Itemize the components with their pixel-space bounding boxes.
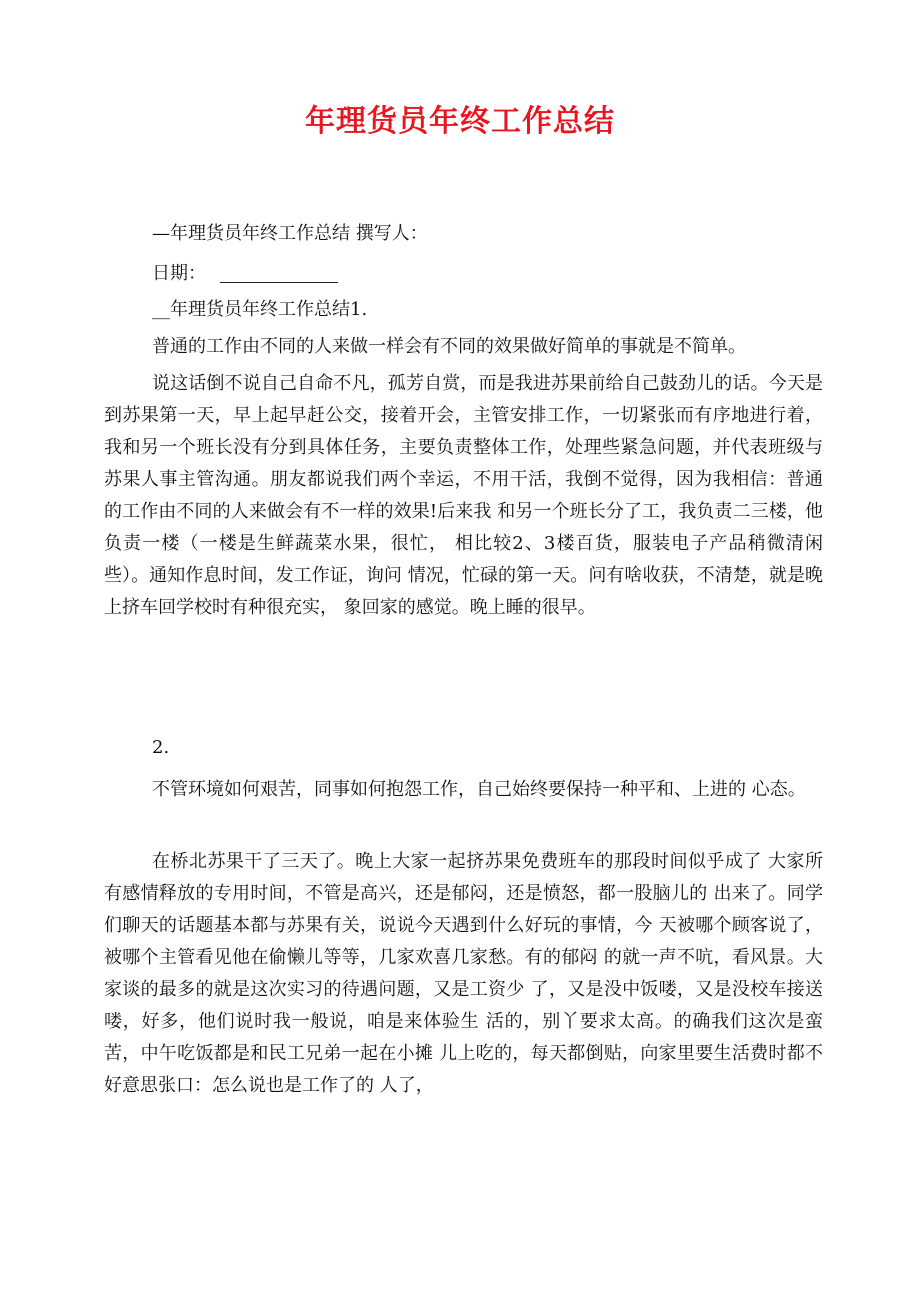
paragraph-3: 不管环境如何艰苦，同事如何抱怨工作，自己始终要保持一种平和、上进的 心态。 bbox=[152, 779, 806, 800]
paragraph-4: 在桥北苏果干了三天了。晚上大家一起挤苏果免费班车的那段时间似乎成了 大家所有感情释放的专用时间，不管是高兴，还是郁闷，还是愤怒，都一股脑儿的 出来了。同学们聊天的话题基本都与苏果有关，说说今天遇到什么好玩的事情，今 天被哪个顾客说了，被哪个主管看见他在偷懒儿等等，几家欢喜几家愁。有的郁闷 的就一声不吭，看风景。大家谈的最多的就是这次实习的待遇问题，又是工资少 了，又是没中饭喽，又是没校车接送喽，好多，他们说时我一般说，咱是来体验生 活的，别丫要求太高。的确我们这次是蛮苦，中午吃饭都是和民工兄弟一起在小摊 儿上吃的，每天都倒贴，向家里要生活费时都不好意思张口：怎么说也是工作了的 人了， bbox=[104, 851, 823, 1096]
document-title: 年理货员年终工作总结 bbox=[305, 104, 615, 139]
header-line: —年理货员年终工作总结 撰写人： bbox=[152, 223, 428, 244]
date-line bbox=[152, 262, 338, 286]
document-subtitle: __年理货员年终工作总结1. bbox=[152, 299, 368, 320]
date-blank-field bbox=[220, 264, 338, 283]
section-number: 2. bbox=[152, 737, 170, 758]
date-label: 日期： bbox=[152, 263, 206, 284]
paragraph-1: 普通的工作由不同的人来做一样会有不同的效果做好简单的事就是不简单。 bbox=[152, 336, 746, 357]
paragraph-2: 说这话倒不说自己自命不凡，孤芳自赏，而是我进苏果前给自己鼓劲儿的话。今天是到苏果第一天，早上起早赶公交，接着开会，主管安排工作，一切紧张而有序地进行着，我和另一个班长没有分到具体任务，主要负责整体工作，处理些紧急问题，并代表班级与苏果人事主管沟通。朋友都说我们两个幸运，不用干活，我倒不觉得，因为我相信：普通的工作由不同的人来做会有不一样的效果!后来我 和另一个班长分了工，我负责二三楼，他负责一楼（一楼是生鲜蔬菜水果，很忙， 相比较2、3楼百货，服装电子产品稍微清闲些）。通知作息时间，发工作证，询问 情况，忙碌的第一天。问有啥收获，不清楚，就是晚上挤车回学校时有种很充实， 象回家的感觉。晚上睡的很早。 bbox=[104, 373, 823, 618]
